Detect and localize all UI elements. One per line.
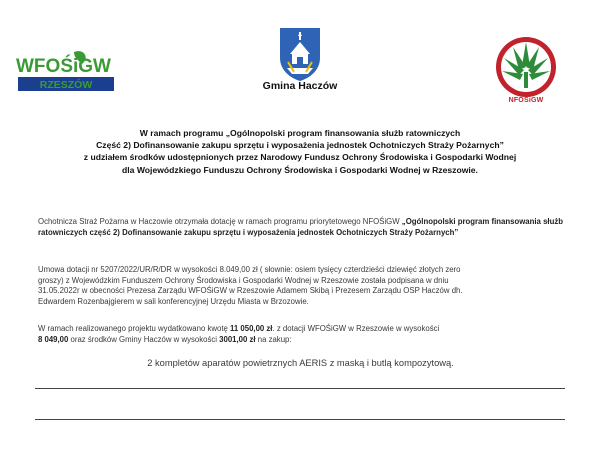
paragraph-spending (38, 324, 563, 345)
wfos-rzeszow-logo (12, 50, 132, 98)
title-line-1: W ramach programu „Ogólnopolski program finansowania służb ratowniczych (139, 128, 461, 138)
title-line-3: z udziałem środków udostępnionych przez Narodowy Fundusz Ochrony Środowiska i Gospodarki Wodnej (83, 152, 517, 163)
spending-text-2: . z dotacji WFOŚiGW w Rzeszowie w wysokości (272, 324, 440, 333)
program-name: „Ogólnopolski program finansowania służb ratowniczych część 2) Dofinansowanie zakupu sprzętu i wyposażenia jednostek Ochotniczych Straży Pożarnych” (38, 217, 564, 237)
title-line-2: Część 2) Dofinansowanie zakupu sprzętu i wyposażenia jednostek Ochotniczych Straży Pożarnych” (96, 140, 504, 151)
agreement-line-2: groszy) z Wojewódzkim Funduszem Ochrony Środowiska i Gospodarki Wodnej w Rzeszowie została podpisana w dniu (38, 275, 449, 285)
spending-line-2 (38, 335, 563, 346)
amount-total: 11 050,00 zł (229, 324, 273, 333)
wfos-mark: WFOŚiGW (16, 56, 111, 77)
announcement-title (40, 127, 560, 176)
paragraph-grant-info (38, 217, 563, 238)
spending-text-4: na zakup: (255, 334, 292, 344)
equipment-purchased: 2 kompletów aparatów powietrznych AERIS z maską i butlą kompozytową. (147, 358, 454, 368)
paragraph-agreement (38, 265, 563, 307)
amount-grant: 8 049,00 (38, 334, 69, 344)
grant-intro: Ochotnicza Straż Pożarna w Haczowie otrzymała dotację w ramach programu priorytetowego NFOŚiGW (38, 217, 402, 226)
spending-text-1: W ramach realizowanego projektu wydatkowano kwotę (38, 324, 230, 333)
amount-gmina: 3001,00 zł (219, 334, 256, 344)
agreement-line-4: Edwardem Rozenbajgierem w sali konferencyjnej Urzędu Miasta w Brzozowie. (38, 296, 309, 306)
divider-1 (35, 388, 565, 389)
gmina-haczow-coat-of-arms (270, 24, 330, 82)
nfosigw-logo (493, 34, 559, 98)
nfos-name: NFOŚiGW (508, 97, 544, 104)
agreement-line-3: 31.05.2022r w obecności Prezesa Zarządu WFOŚiGW w Rzeszowie Adamem Skibą i Prezesem Zarządu OSP Haczów dh. (38, 286, 463, 295)
title-line-4: dla Wojewódzkiego Funduszu Ochrony Środowiska i Gospodarki Wodnej w Rzeszowie. (122, 164, 478, 175)
agreement-line-1: Umowa dotacji nr 5207/2022/UR/R/DR w wysokości 8.049,00 zł ( słownie: osiem tysięcy czterdzieści dziewięć złotych zero (38, 265, 461, 274)
divider-2 (35, 419, 565, 420)
gmina-name: Gmina Haczów (262, 80, 338, 92)
wfos-city: RZESZÓW (39, 79, 93, 91)
spending-line-1 (38, 324, 563, 335)
spending-text-3: oraz środków Gminy Haczów w wysokości (68, 334, 220, 344)
